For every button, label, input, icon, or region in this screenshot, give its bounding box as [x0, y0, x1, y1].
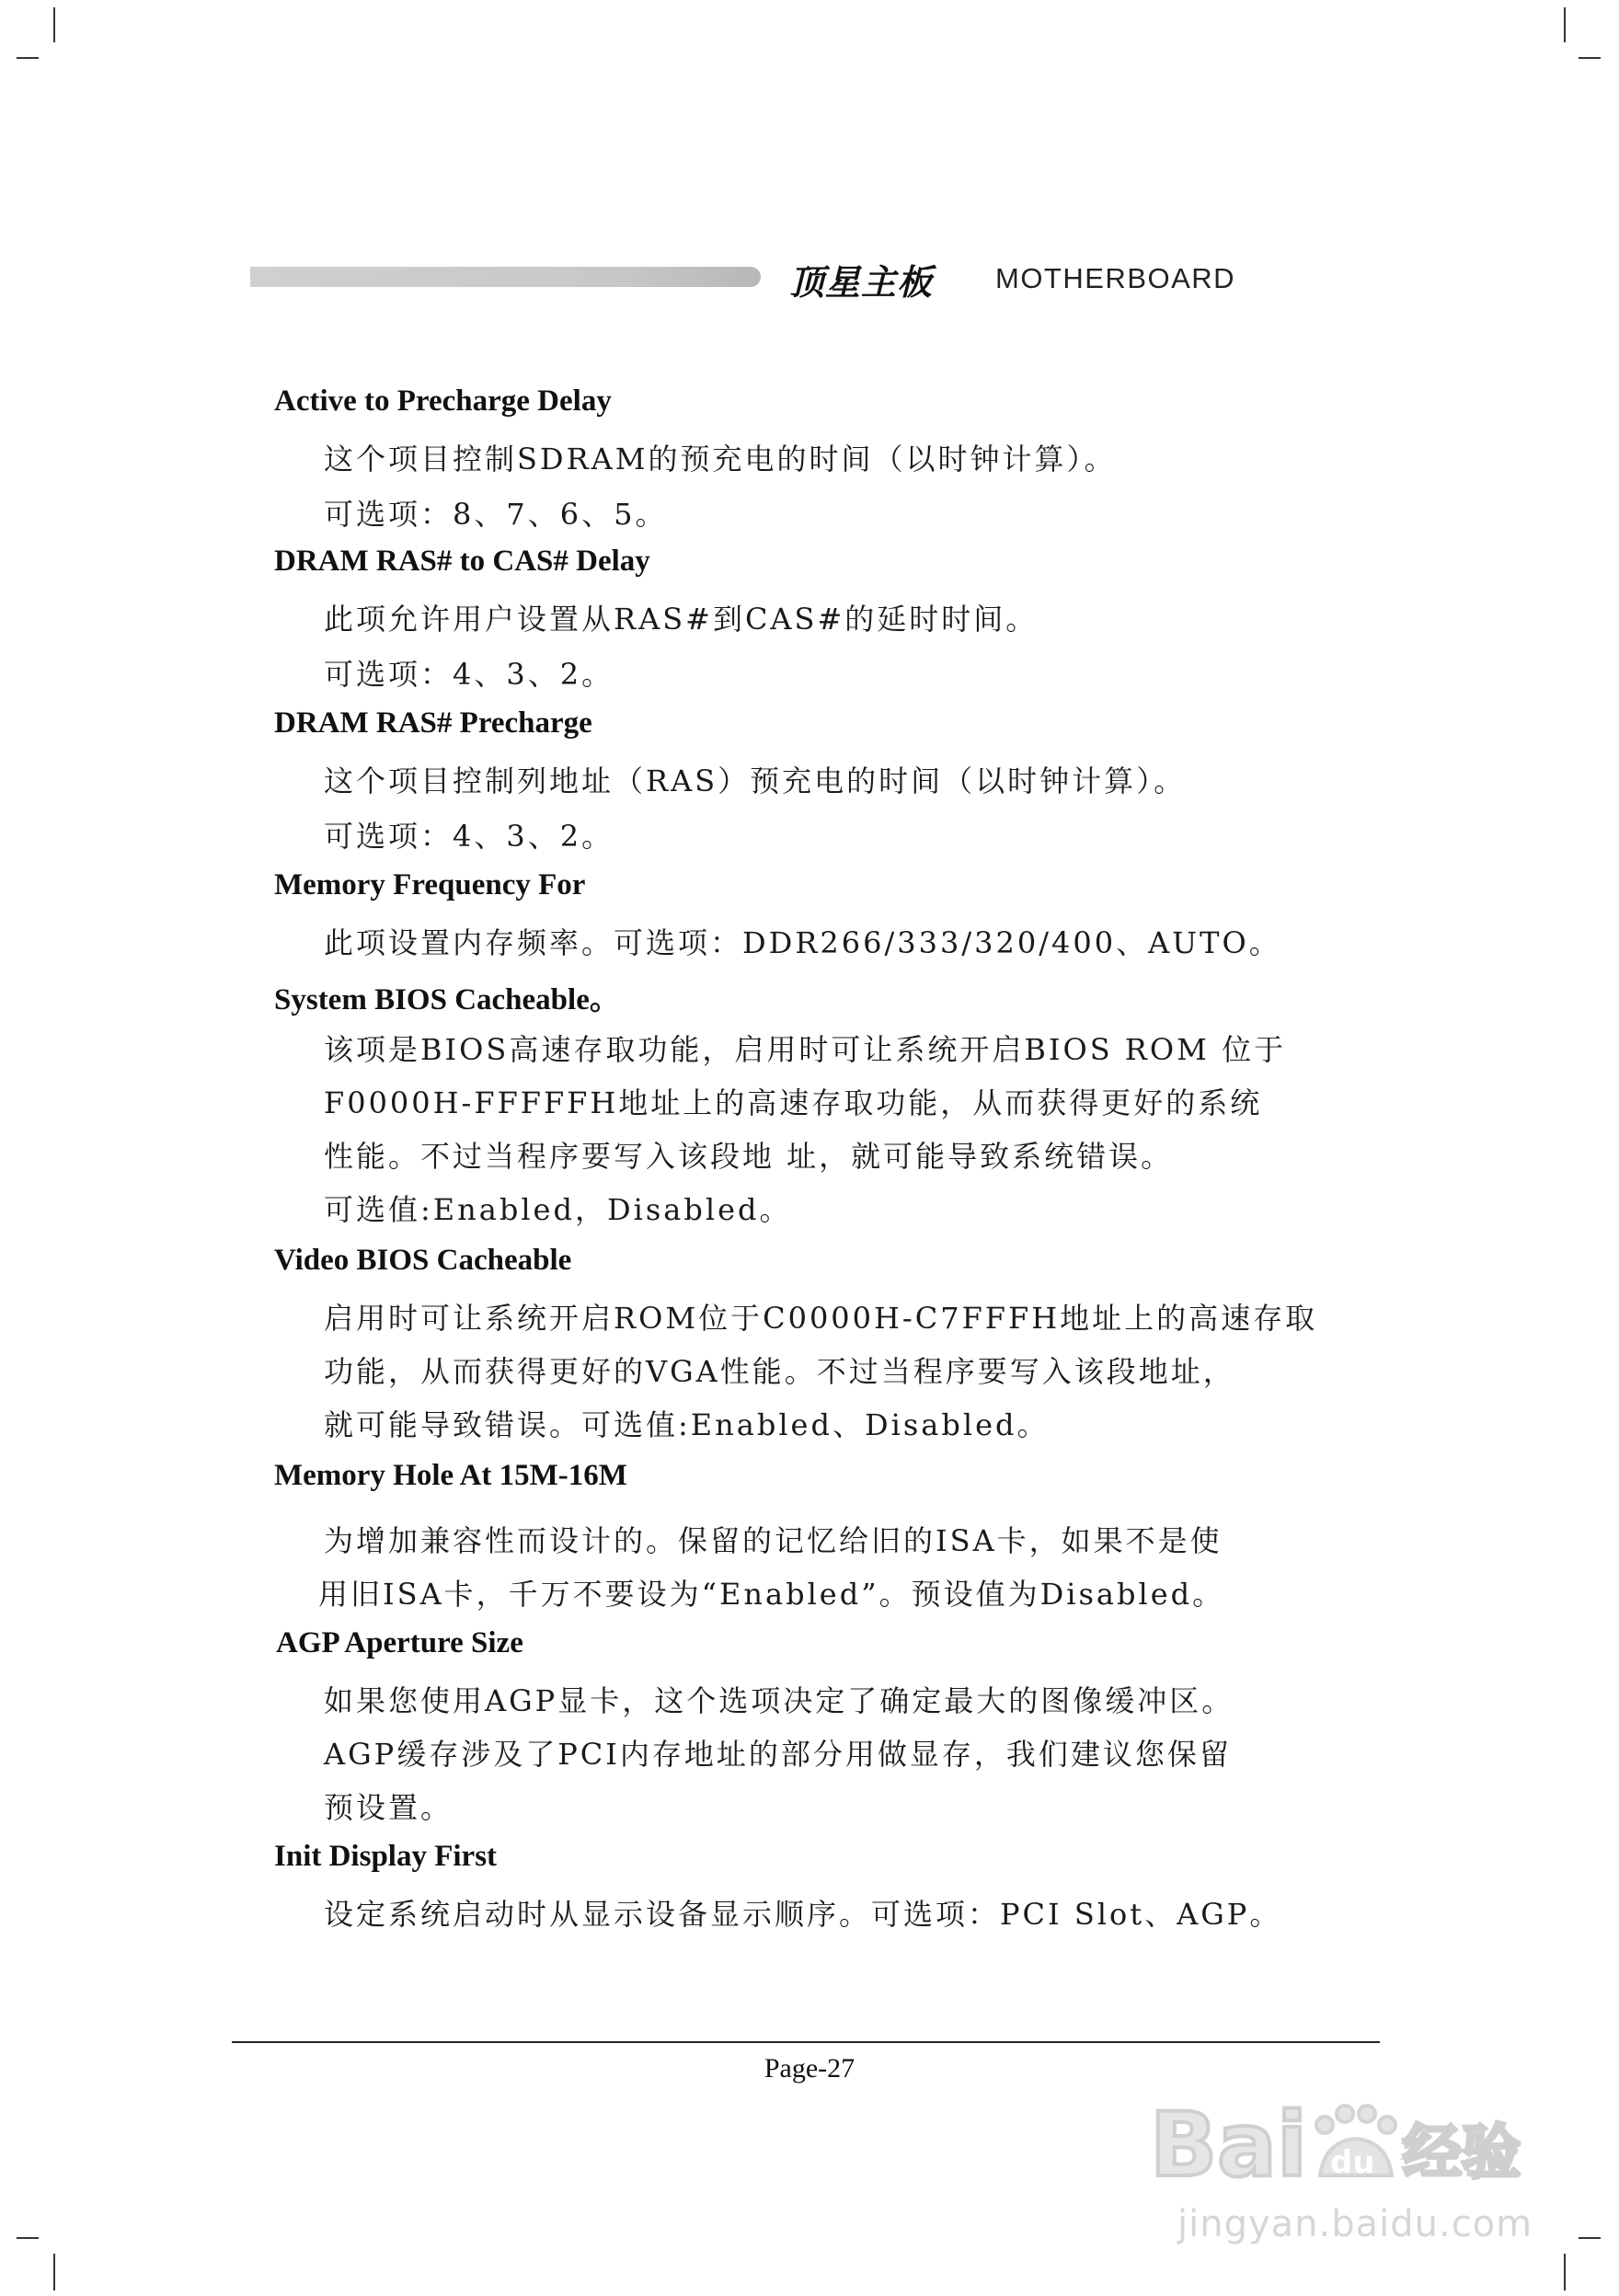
- crop-mark: [1564, 2254, 1566, 2290]
- section-text: F0000H-FFFFFH地址上的高速存取功能，从而获得更好的系统: [324, 1085, 1263, 1120]
- crop-mark: [1564, 7, 1566, 42]
- baidu-watermark-url: jingyan.baidu.com: [1177, 2203, 1533, 2245]
- section-text: 设定系统启动时从显示设备显示顺序。可选项：PCI Slot、AGP。: [324, 1897, 1282, 1932]
- section-text: 功能，从而获得更好的VGA性能。不过当程序要写入该段地址，: [324, 1354, 1235, 1389]
- svg-text:经验: 经验: [1403, 2119, 1521, 2187]
- crop-mark: [53, 2254, 55, 2290]
- section-text: 启用时可让系统开启ROM位于C0000H-C7FFFH地址上的高速存取: [324, 1301, 1318, 1336]
- section-text: 此项设置内存频率。可选项：DDR266/333/320/400、AUTO。: [324, 925, 1281, 960]
- brand-name-cn: 顶星主板: [789, 262, 934, 303]
- section-text: 该项是BIOS高速存取功能，启用时可让系统开启BIOS ROM 位于: [324, 1032, 1287, 1067]
- section-title: DRAM RAS# Precharge: [274, 706, 592, 740]
- section-text: AGP缓存涉及了PCI内存地址的部分用做显存，我们建议您保留: [324, 1737, 1232, 1772]
- brand-name-en: MOTHERBOARD: [995, 262, 1236, 294]
- section-text: 可选值:Enabled，Disabled。: [324, 1192, 792, 1227]
- section-text: 可选项：4、3、2。: [324, 657, 614, 692]
- section-text: 此项允许用户设置从RAS#到CAS#的延时时间。: [324, 602, 1039, 637]
- section-title: AGP Aperture Size: [276, 1626, 523, 1659]
- section-title: Video BIOS Cacheable: [274, 1244, 572, 1277]
- section-text: 用旧ISA卡，千万不要设为“Enabled”。预设值为Disabled。: [318, 1577, 1225, 1612]
- page-number: Page-27: [764, 2053, 855, 2084]
- section-title: Active to Precharge Delay: [274, 385, 612, 418]
- crop-mark: [17, 2237, 39, 2239]
- section-text: 性能。不过当程序要写入该段地 址，就可能导致系统错误。: [324, 1139, 1174, 1174]
- section-text: 这个项目控制SDRAM的预充电的时间（以时钟计算）。: [324, 442, 1117, 476]
- crop-mark: [53, 7, 55, 42]
- section-text: 就可能导致错误。可选值:Enabled、Disabled。: [324, 1407, 1050, 1442]
- header-bar: [250, 267, 761, 287]
- crop-mark: [1579, 57, 1601, 59]
- section-title: Memory Frequency For: [274, 868, 586, 901]
- section-title: Memory Hole At 15M-16M: [274, 1459, 627, 1492]
- baidu-watermark-logo: [1150, 2088, 1536, 2198]
- section-text: 这个项目控制列地址（RAS）预充电的时间（以时钟计算）。: [324, 763, 1187, 798]
- section-title: System BIOS Cacheable。: [274, 983, 620, 1016]
- svg-text:Bai: Bai: [1150, 2094, 1307, 2197]
- section-text: 为增加兼容性而设计的。保留的记忆给旧的ISA卡，如果不是使: [324, 1523, 1223, 1558]
- crop-mark: [1579, 2237, 1601, 2239]
- section-text: 可选项：8、7、6、5。: [324, 497, 668, 532]
- section-text: 预设置。: [324, 1790, 454, 1825]
- crop-mark: [17, 57, 39, 59]
- svg-text:du: du: [1330, 2144, 1375, 2181]
- section-title: DRAM RAS# to CAS# Delay: [274, 545, 650, 578]
- section-title: Init Display First: [274, 1840, 498, 1873]
- section-text: 可选项：4、3、2。: [324, 819, 614, 854]
- footer-rule: [232, 2041, 1380, 2043]
- section-text: 如果您使用AGP显卡，这个选项决定了确定最大的图像缓冲区。: [324, 1683, 1234, 1718]
